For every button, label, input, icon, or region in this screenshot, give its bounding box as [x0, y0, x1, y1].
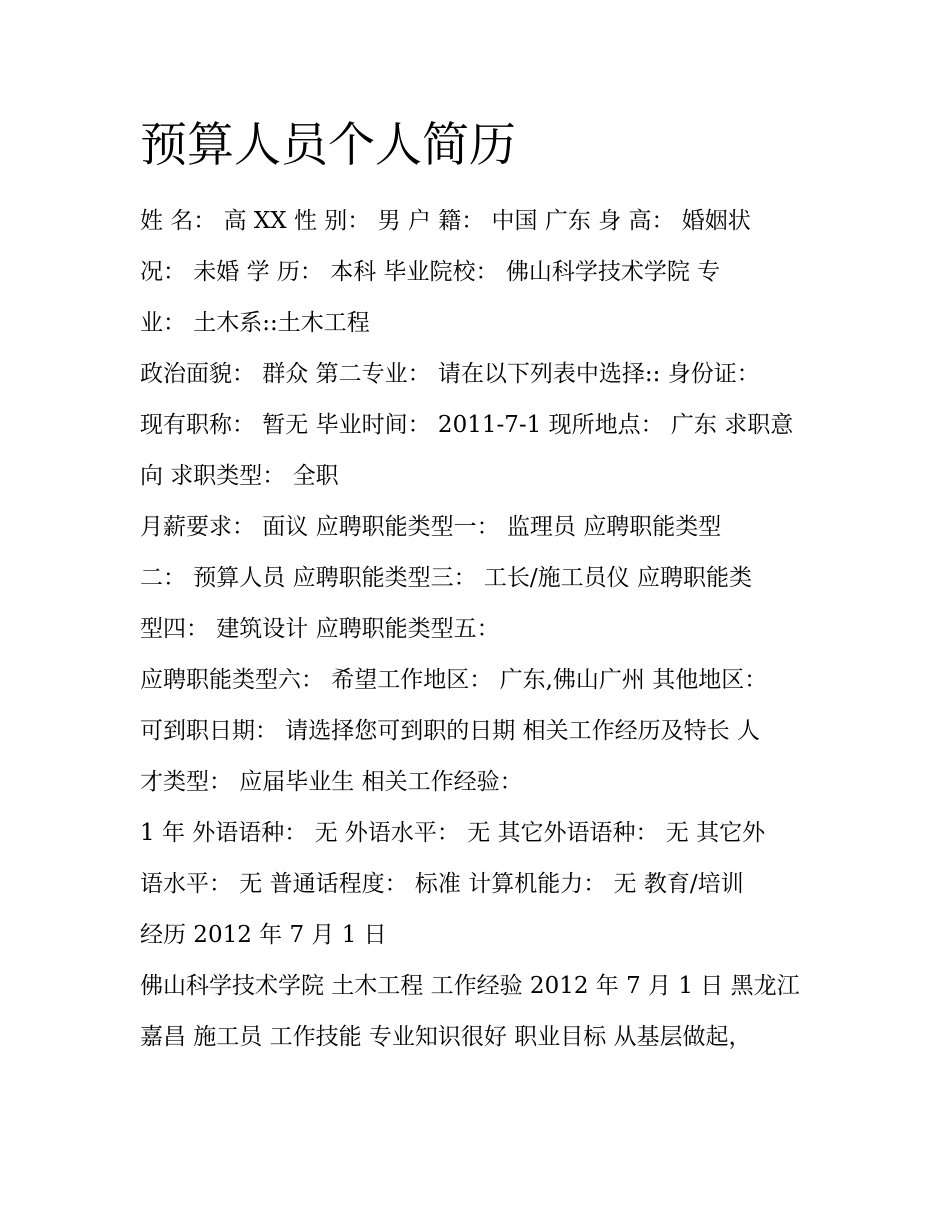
body-line-12: 才类型： 应届毕业生 相关工作经验：	[140, 769, 523, 795]
body-line-10: 应聘职能类型六： 希望工作地区： 广东,佛山广州 其他地区：	[140, 667, 768, 693]
body-line-3: 业： 土木系::土木工程	[140, 310, 370, 336]
body-line-1: 姓 名： 高 XX 性 别： 男 户 籍： 中国 广东 身 高： 婚姻状	[140, 208, 751, 234]
body-line-15: 经历 2012 年 7 月 1 日	[140, 922, 387, 948]
body-line-4: 政治面貌： 群众 第二专业： 请在以下列表中选择:: 身份证：	[140, 361, 760, 387]
body-line-2: 况： 未婚 学 历： 本科 毕业院校： 佛山科学技术学院 专	[140, 259, 721, 285]
document-title: 预算人员个人简历	[140, 118, 516, 173]
body-line-16: 佛山科学技术学院 土木工程 工作经验 2012 年 7 月 1 日 黑龙江	[140, 973, 800, 999]
body-line-6: 向 求职类型： 全职	[140, 463, 339, 489]
body-line-7: 月薪要求： 面议 应聘职能类型一： 监理员 应聘职能类型	[140, 514, 722, 540]
body-line-11: 可到职日期： 请选择您可到职的日期 相关工作经历及特长 人	[140, 718, 760, 744]
body-line-14: 语水平： 无 普通话程度： 标准 计算机能力： 无 教育/培训	[140, 871, 744, 897]
body-line-13: 1 年 外语语种： 无 外语水平： 无 其它外语语种： 无 其它外	[140, 820, 766, 846]
body-line-9: 型四： 建筑设计 应聘职能类型五：	[140, 616, 500, 642]
body-line-5: 现有职称： 暂无 毕业时间： 2011-7-1 现所地点： 广东 求职意	[140, 412, 794, 438]
body-line-8: 二： 预算人员 应聘职能类型三： 工长/施工员仪 应聘职能类	[140, 565, 752, 591]
body-line-17: 嘉昌 施工员 工作技能 专业知识很好 职业目标 从基层做起，	[140, 1024, 752, 1050]
